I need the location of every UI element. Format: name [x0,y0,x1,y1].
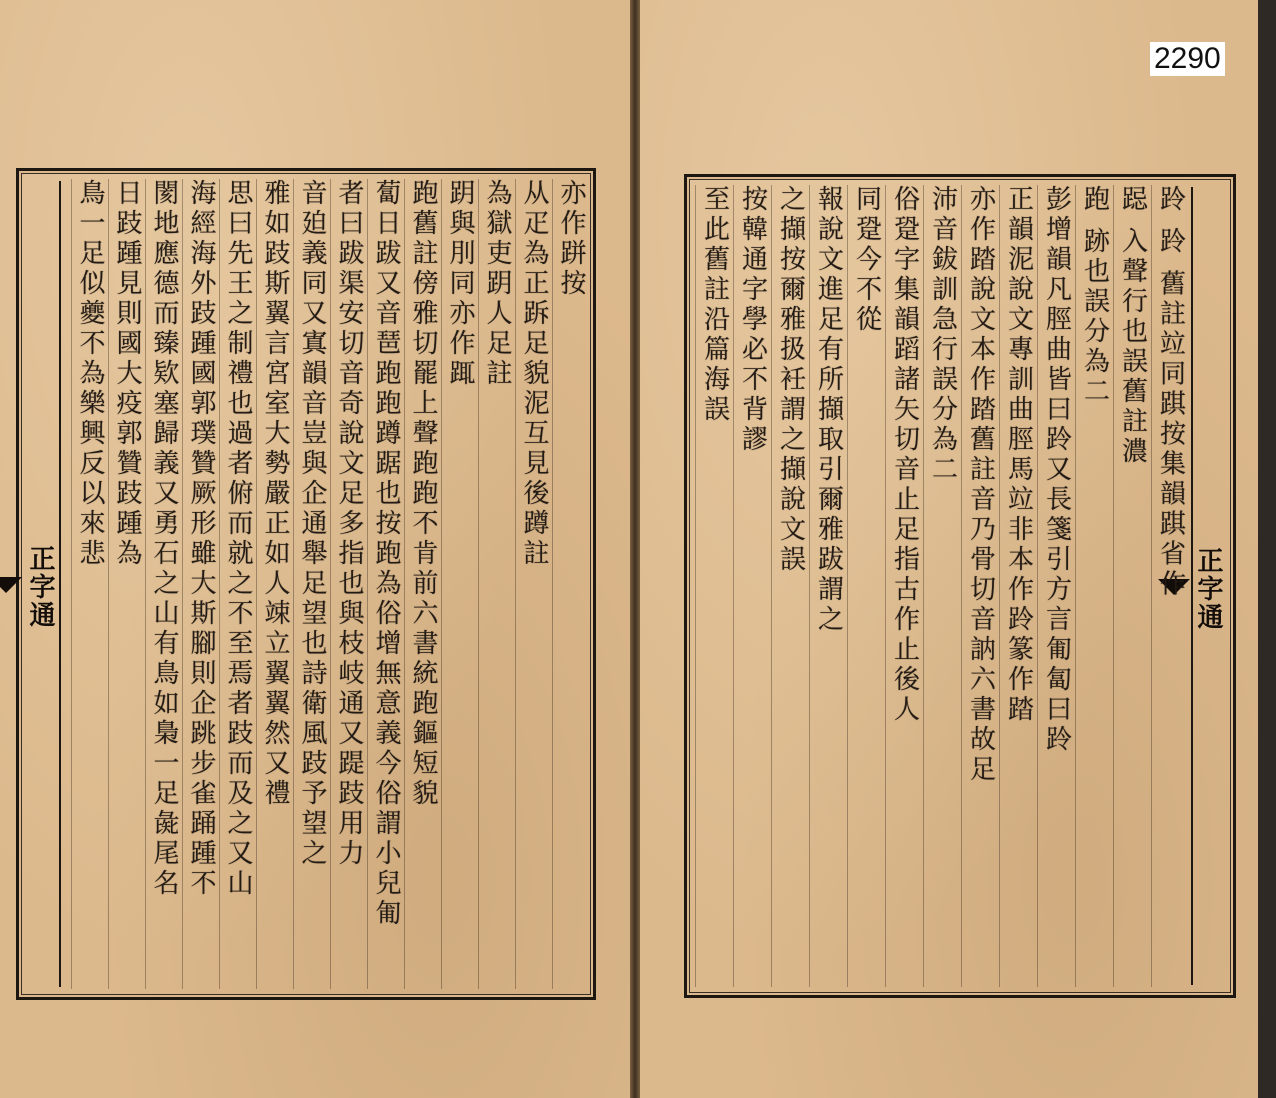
text-column [695,185,733,987]
column-text: 鳥一足似夔不為樂興反以來悲 [75,179,105,569]
column-text: 亦作踏說文本作踏舊註音乃骨切音訥六書故足 [965,185,996,785]
left-margin-strip [27,181,61,987]
column-text: 海經海外跂踵國郭璞贊厥形雖大斯腳則企跳步雀踊踵不 [186,179,216,899]
column-text: 从疋為正跅足貌泥互見後蹲註 [519,179,549,569]
text-column [1037,185,1075,987]
column-text: 亦作跰按 [556,179,586,299]
left-text-columns [63,179,589,989]
right-margin-title: 正字通 [1193,547,1223,631]
text-column [330,179,367,989]
column-text: 雅如跂斯翼言宮室大勢嚴正如人竦立翼翼然又禮 [260,179,290,809]
column-text: 正韻泥說文專訓曲脛馬竝非本作跉篆作踏 [1003,185,1034,725]
text-column [1151,185,1189,987]
fish-tail-icon [0,577,22,593]
book-gutter [630,0,640,1098]
text-column [441,179,478,989]
text-column [1113,185,1151,987]
column-text: 至此舊註沿篇海誤 [699,185,730,425]
text-column [404,179,441,989]
left-margin-title: 正字通 [25,545,55,629]
column-text: 跉 跉 舊註竝同踑按集韻踑省作 [1155,185,1186,600]
text-column [809,185,847,987]
column-text: 跽 入聲行也誤舊註濃 [1117,185,1148,468]
column-text: 思曰先王之制禮也過者俯而就之不至焉者跂而及之又山 [223,179,253,899]
text-column [515,179,552,989]
column-text: 者曰跋渠安切音奇說文足多指也與枝岐通又踶跂用力 [334,179,364,869]
text-column [478,179,515,989]
text-column [145,179,182,989]
right-text-frame [684,174,1236,998]
column-text: 閡地應德而臻欵塞歸義又勇石之山有鳥如梟一足彘尾名 [149,179,179,899]
text-column [219,179,256,989]
text-column [771,185,809,987]
column-text: 沛音鈸訓急行誤分為二 [927,185,958,485]
text-column [256,179,293,989]
scan-edge [1258,0,1276,1098]
column-text: 報說文進足有所擷取引爾雅跋謂之 [813,185,844,635]
page-number: 2290 [1150,42,1225,76]
text-column [293,179,330,989]
column-text: 同跫今不從 [851,185,882,335]
column-text: 彭增韻凡脛曲皆曰跉又長箋引方言匍匐曰跉 [1041,185,1072,755]
text-column [961,185,999,987]
column-text: 之擷按爾雅扱衽謂之擷說文誤 [775,185,806,575]
column-text: 跑 跡也誤分為二 [1079,185,1110,408]
column-text: 音廹義同又寘韻音豈與企通舉足望也詩衛風跂予望之 [297,179,327,869]
text-column [182,179,219,989]
right-text-columns [691,185,1189,987]
column-text: 俗跫字集韻蹈諸矢切音止足指古作止後人 [889,185,920,725]
text-column [367,179,404,989]
text-column [999,185,1037,987]
text-column [71,179,108,989]
text-column [1075,185,1113,987]
text-column [885,185,923,987]
text-column [847,185,885,987]
left-text-frame [16,168,596,1000]
left-page [0,0,630,1098]
right-margin-strip [1191,187,1227,985]
column-text: 日跂踵見則國大疫郭贊跂踵為 [112,179,142,569]
right-page [640,0,1260,1098]
column-text: 按韓通字學必不背謬 [737,185,768,455]
text-column [552,179,589,989]
column-text: 蔔日跋又音琶跑跑蹲踞也按跑為俗增無意義今俗謂小兒匍 [371,179,401,929]
text-column [923,185,961,987]
column-text: 為獄吏跀人足註 [482,179,512,389]
text-column [733,185,771,987]
column-text: 跀與刖同亦作踂 [445,179,475,389]
column-text: 跑舊註傍雅切罷上聲跑跑不肯前六書統跑鏂短貌 [408,179,438,809]
text-column [108,179,145,989]
